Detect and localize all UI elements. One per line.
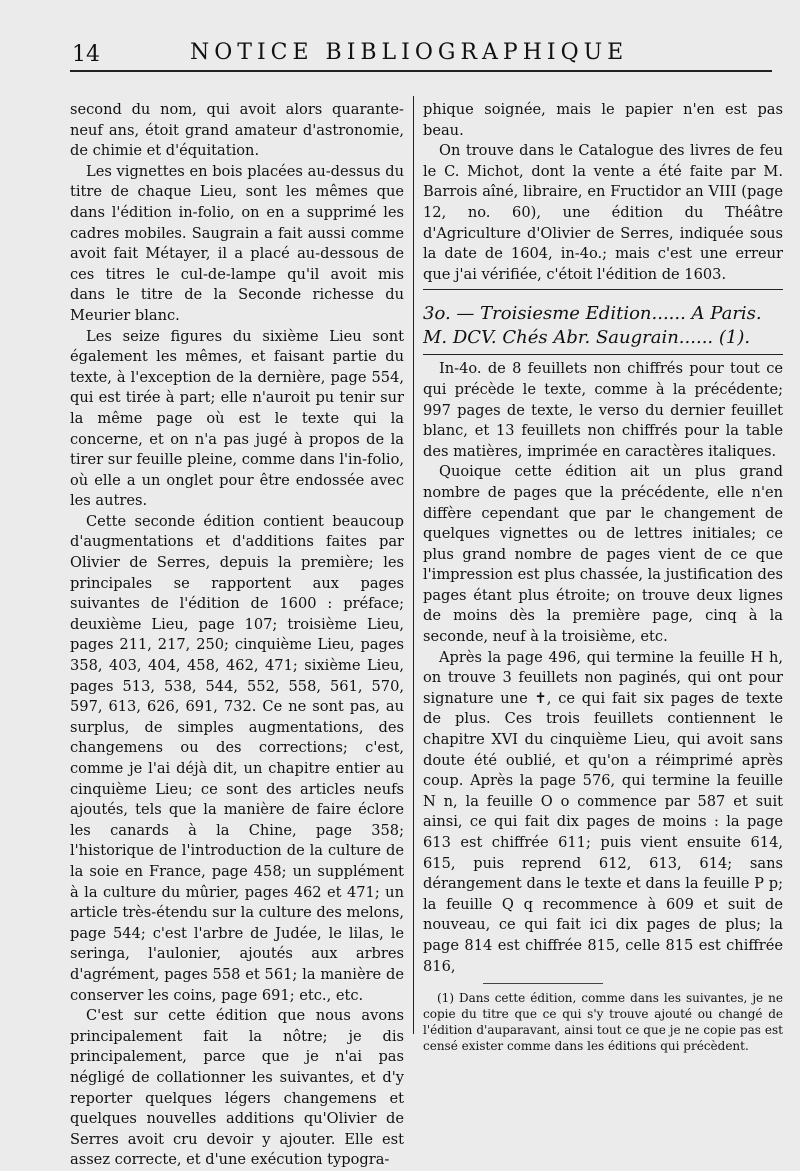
footnote-rule <box>483 983 603 984</box>
page-number: 14 <box>72 42 100 67</box>
paragraph: C'est sur cette édition que nous avons principalement fait la nôtre; je dis principalement, parce que je n'ai pas négligé de collationner les suivantes, et d'y reporter quelques légers changemens et quelques nouvelles additions qu'Olivier de Serres avoit cru devoir y ajouter. Elle est assez correcte, et d'une exécution typogra- <box>70 1007 404 1169</box>
paragraph: On trouve dans le Catalogue des livres de feu le C. Michot, dont la vente a été faite par M. Barrois aîné, libraire, en Fructidor an VIII (page 12, no. 60), une édition du Théâtre d'Agriculture d'Olivier de Serres, indiquée sous la date de 1604, in-4o.; mais c'est une erreur que j'ai vérifiée, c'étoit l'édition de 1603. <box>423 142 783 283</box>
paragraph: Cette seconde édition contient beaucoup d'augmentations et d'additions faites par Olivier de Serres, depuis la première; les principales se rapportent aux pages suivantes de l'édition de 1600 : préface; deuxième Lieu, page 107; troisième Lieu, pages 211, 217, 250; cinquième Lieu, pages 358, 403, 404, 458, 462, 471; sixième Lieu, pages 513, 538, 544, 552, 558, 561, 570, 597, 613, 626, 691, 732. Ce ne sont pas, au surplus, de simples augmentations, des changemens ou des corrections; c'est, comme je l'ai déjà dit, un chapitre entier au cinquième Lieu; ce sont des articles neufs ajoutés, tels que la manière de faire éclore les canards à la Chine, page 358; l'historique de l'introduction de la culture de la soie en France, page 458; un supplément à la culture du mûrier, pages 462 et 471; un article très-étendu sur la culture des melons, page 544; c'est l'arbre de Judée, le lilas, le seringa, l'aulonier, ajoutés aux arbres d'agrément, pages 558 et 561; la manière de conserver les coins, page 691; etc., etc. <box>70 512 404 1004</box>
paragraph: second du nom, qui avoit alors quarante-neuf ans, étoit grand amateur d'astronomie, de chimie et d'équitation. <box>70 101 404 160</box>
section-rule <box>423 354 783 355</box>
paragraph: Les seize figures du sixième Lieu sont également les mêmes, et faisant partie du texte, à l'exception de la dernière, page 554, qui est tirée à part; elle n'auroit pu tenir sur la même page où est le texte qui la concerne, et on n'a pas jugé à propos de la tirer sur feuille pleine, comme dans l'in-folio, où elle a un onglet pour être endossée avec les autres. <box>70 327 404 510</box>
paragraph: Quoique cette édition ait un plus grand nombre de pages que la précédente, elle n'en diffère cependant que par le changement de quelques vignettes ou de lettres initiales; ce plus grand nombre de pages vient de ce que l'impression est plus chassée, la justification des pages étant plus étroite; on trouve deux lignes de moins dès la première page, cinq à la seconde, neuf à la troisième, etc. <box>423 463 783 646</box>
paragraph: In-4o. de 8 feuillets non chiffrés pour tout ce qui précède le texte, comme à la précédente; 997 pages de texte, le verso du dernier feuillet blanc, et 13 feuillets non chiffrés pour la table des matières, imprimée en caractères italiques. <box>423 360 783 460</box>
paragraph: Après la page 496, qui termine la feuille H h, on trouve 3 feuillets non paginés, qui ont pour signature une ✝, ce qui fait six pages de texte de plus. Ces trois feuillets contiennent le chapitre XVI du cinquième Lieu, qui avoit sans doute été oublié, et qu'on a réimprimé après coup. Après la page 576, qui termine la feuille N n, la feuille O o commence par 587 et suit ainsi, ce qui fait dix pages de moins : la page 613 est chiffrée 611; puis vient ensuite 614, 615, puis reprend 612, 613, 614; sans dérangement dans le texte et dans la feuille P p; la feuille Q q recommence à 609 et suit de nouveau, ce qui fait ici dix pages de plus; la page 814 est chiffrée 815, celle 815 est chiffrée 816, <box>423 648 783 975</box>
footnote: (1) Dans cette édition, comme dans les suivantes, je ne copie du titre que ce qui s'y trouve ajouté ou changé de l'édition d'auparavant, ainsi tout ce que je ne copie pas est censé exister comme dans les éditions qui précèdent. <box>423 991 783 1054</box>
column-divider <box>413 96 414 1034</box>
left-column <box>70 100 404 1171</box>
running-title: NOTICE BIBLIOGRAPHIQUE <box>190 40 629 65</box>
right-column <box>423 100 783 1054</box>
section-rule <box>423 289 783 290</box>
paragraph: phique soignée, mais le papier n'en est pas beau. <box>423 101 783 139</box>
paragraph: Les vignettes en bois placées au-dessus du titre de chaque Lieu, sont les mêmes que dans l'édition in-folio, on en a supprimé les cadres mobiles. Saugrain a fait aussi comme avoit fait Métayer, il a placé au-dessous de ces titres le cul-de-lampe qu'il avoit mis dans le titre de la Seconde richesse du Meurier blanc. <box>70 162 404 324</box>
header-rule <box>70 70 772 72</box>
section-heading: 3o. — Troisiesme Edition...... A Paris. M. DCV. Chés Abr. Saugrain...... (1). <box>423 303 762 349</box>
